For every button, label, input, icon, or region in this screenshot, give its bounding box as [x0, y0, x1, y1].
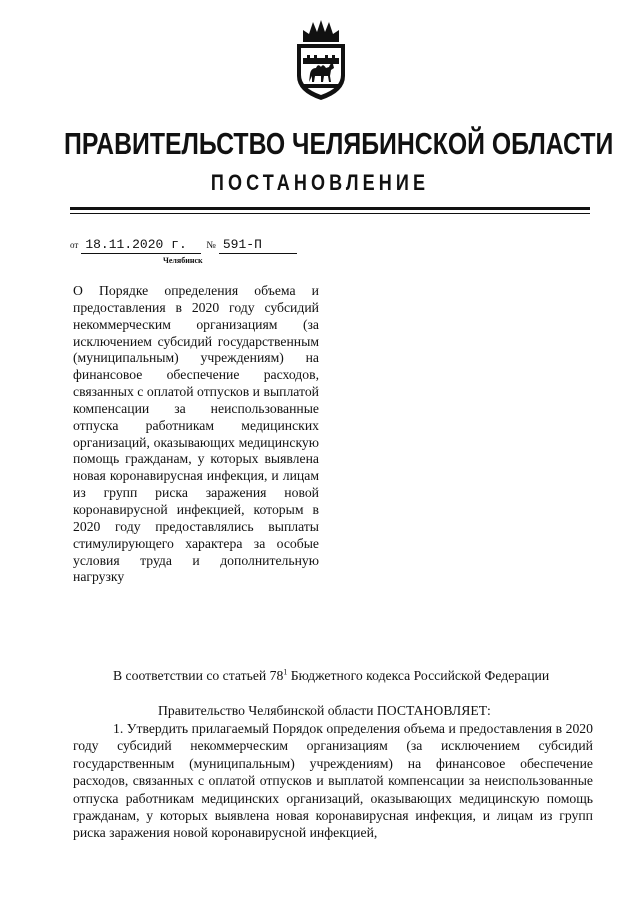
preamble-text-before: В соответствии со статьей 78 — [113, 668, 284, 683]
document-date: 18.11.2020 г. — [81, 237, 201, 254]
date-line — [70, 237, 297, 255]
document-number: 591-П — [219, 237, 297, 254]
article-superscript: 1 — [283, 667, 288, 677]
resolves-line: Правительство Челябинской области ПОСТАНОВЛЯЕТ: — [158, 703, 491, 718]
preamble-paragraph — [73, 667, 593, 684]
header-rule-thick — [70, 207, 590, 210]
number-label: № — [206, 240, 216, 251]
document-city: Челябинск — [163, 256, 203, 265]
document-type: ПОСТАНОВЛЕНИЕ — [210, 170, 430, 195]
document-subject: О Порядке определения объема и предоставления в 2020 году субсидий некоммерческим организациям (за исключением субсидий государственным (муниципальным) учреждениям) на финансовое обеспечение расходов, связанных с оплатой отпусков и выплатой компенсации за неиспользованные отпуска работникам медицинских организаций, оказывающих медицинскую помощь гражданам, у которых выявлена новая коронавирусная инфекция, и лицам из групп риска заражения новой коронавирусной инфекцией, которым в 2020 году предоставлялись выплаты стимулирующего характера за особые условия труда и дополнительную нагрузку — [73, 283, 319, 585]
preamble-text-after: Бюджетного кодекса Российской Федерации — [287, 668, 550, 683]
government-title: ПРАВИТЕЛЬСТВО ЧЕЛЯБИНСКОЙ ОБЛАСТИ — [64, 126, 614, 161]
chelyabinsk-coat-of-arms-icon — [289, 18, 353, 102]
date-prefix: от — [70, 240, 79, 250]
header-rule-thin — [70, 213, 590, 214]
item-1-paragraph: 1. Утвердить прилагаемый Порядок определения объема и предоставления в 2020 году субсидий некоммерческим организациям (за исключением субсидий государственным (муниципальным) учреждениям) на финансовое обеспечение расходов, связанных с оплатой отпусков и выплатой компенсации за неиспользованные отпуска работникам медицинских организаций, оказывающих медицинскую помощь гражданам, у которых выявлена новая коронавирусная инфекция, и лицам из групп риска заражения новой коронавирусной инфекцией, — [73, 721, 593, 841]
